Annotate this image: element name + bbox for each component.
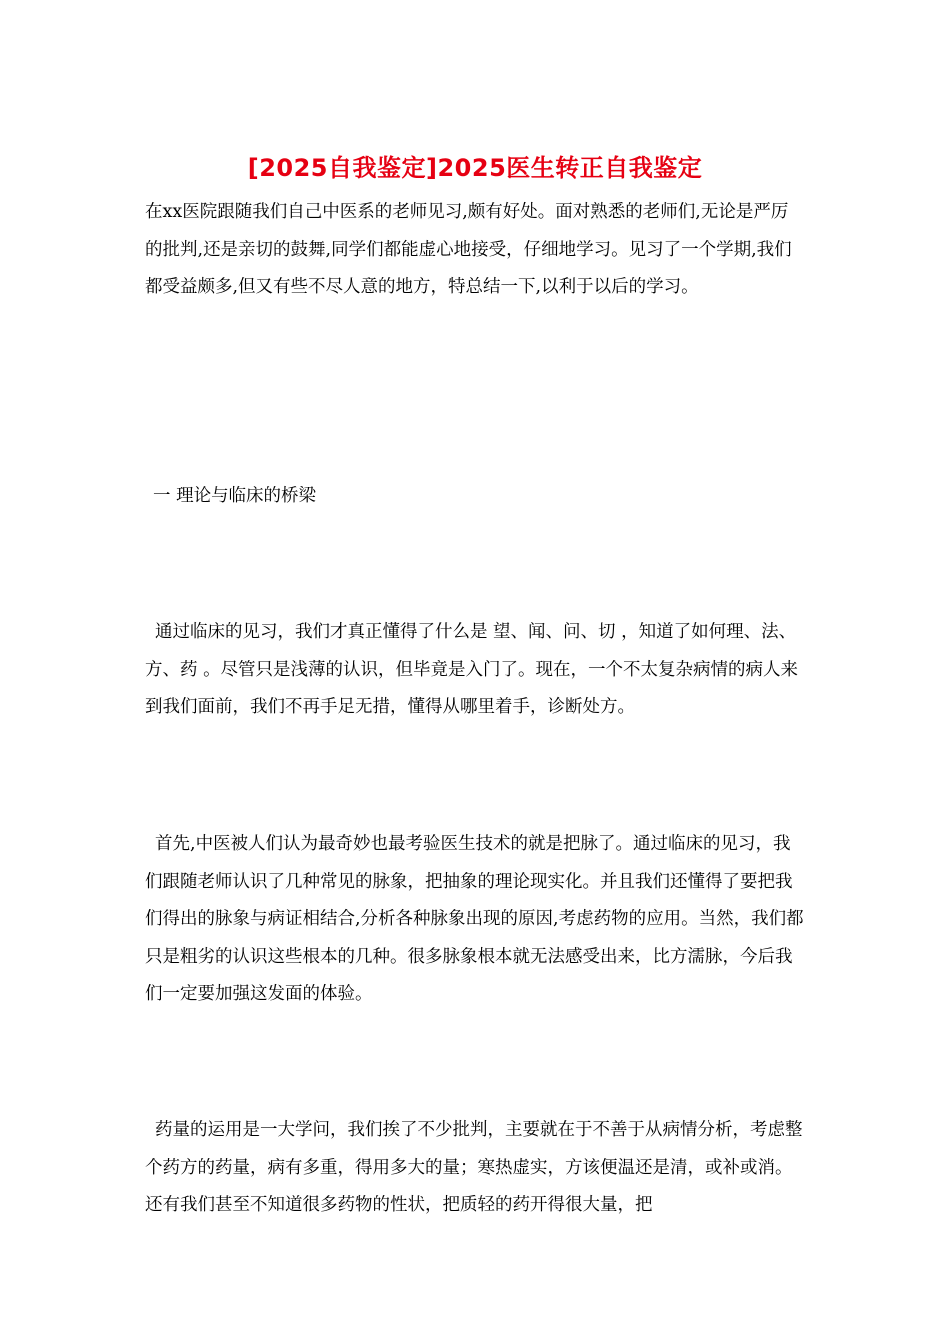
- body-paragraph: 药量的运用是一大学问，我们挨了不少批判，主要就在于不善于从病情分析，考虑整个药方的药量，病有多重，得用多大的量；寒热虚实，方该便温还是清，或补或消。还有我们甚至不知道很多药物的性状，把质轻的药开得很大量，把: [145, 1120, 803, 1215]
- document-title: [2025自我鉴定]2025医生转正自我鉴定: [247, 154, 703, 182]
- section-heading: 一 理论与临床的桥梁: [153, 486, 317, 506]
- intro-paragraph: 在xx医院跟随我们自己中医系的老师见习,颇有好处。面对熟悉的老师们,无论是严厉的批判,还是亲切的鼓舞,同学们都能虚心地接受，仔细地学习。见习了一个学期,我们都受益颇多,但又有些不尽人意的地方，特总结一下,以利于以后的学习。: [145, 202, 792, 297]
- body-paragraph: 通过临床的见习，我们才真正懂得了什么是 望、闻、问、切 ，知道了如何理、法、方、药 。尽管只是浅薄的认识，但毕竟是入门了。现在，一个不太复杂病情的病人来到我们面前，我们不再手足无措，懂得从哪里着手，诊断处方。: [145, 622, 799, 717]
- body-paragraph: 首先,中医被人们认为最奇妙也最考验医生技术的就是把脉了。通过临床的见习，我们跟随老师认识了几种常见的脉象，把抽象的理论现实化。并且我们还懂得了要把我们得出的脉象与病证相结合,分析各种脉象出现的原因,考虑药物的应用。当然，我们都只是粗劣的认识这些根本的几种。很多脉象根本就无法感受出来，比方濡脉，今后我们一定要加强这发面的体验。: [145, 834, 804, 1004]
